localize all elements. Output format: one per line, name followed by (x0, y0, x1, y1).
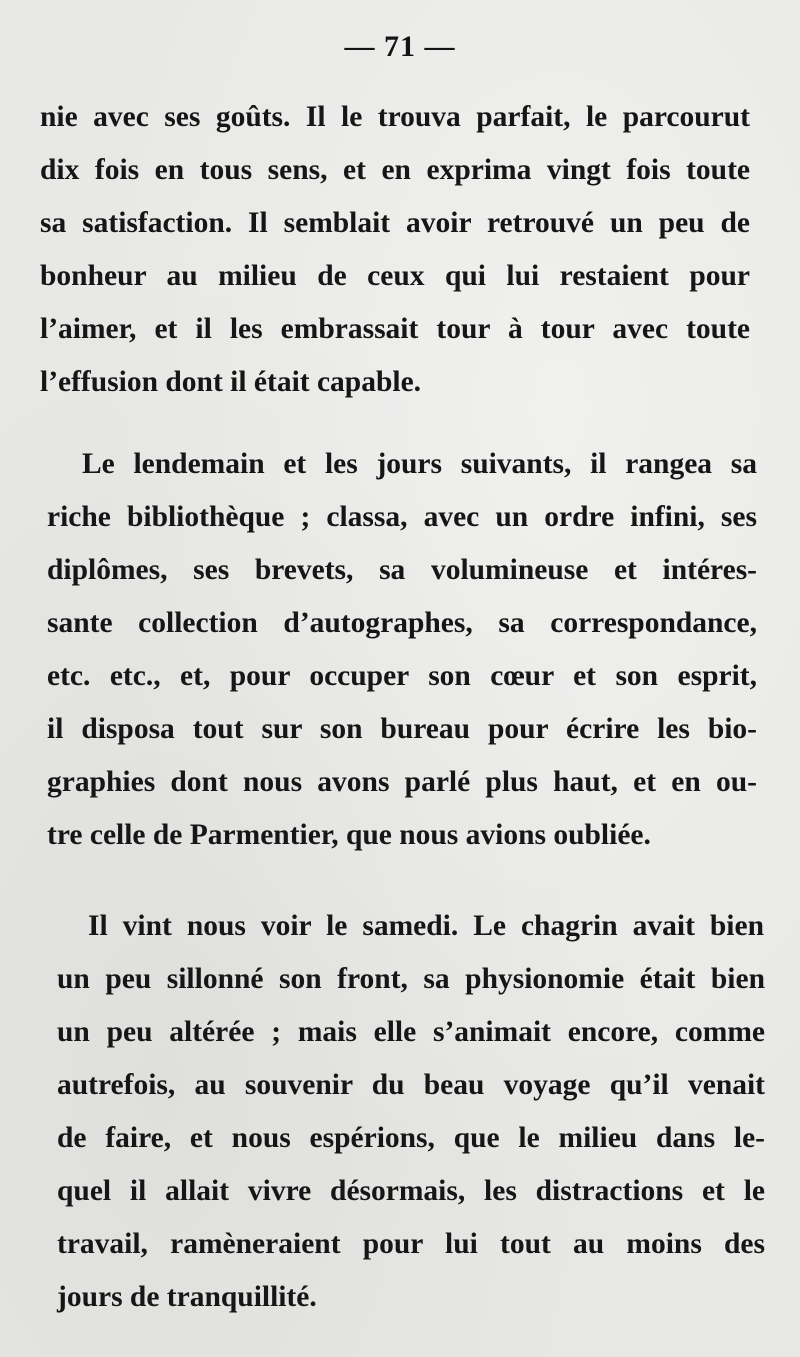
text-line: bonheur au milieu de ceux qui lui restaient pour (40, 260, 750, 292)
page-number: — 71 — (344, 30, 456, 63)
text-line: etc. etc., et, pour occuper son cœur et son esprit, (47, 660, 757, 692)
text-line: riche bibliothèque ; classa, avec un ordre infini, ses (47, 501, 757, 533)
text-line: autrefois, au souvenir du beau voyage qu’il venait (57, 1069, 765, 1101)
text-line: quel il allait vivre désormais, les distractions et le (57, 1175, 765, 1207)
text-line: dix fois en tous sens, et en exprima vingt fois toute (40, 154, 750, 186)
text-line: l’aimer, et il les embrassait tour à tour avec toute (40, 313, 750, 345)
text-line: un peu altérée ; mais elle s’animait encore, comme (57, 1016, 765, 1048)
text-line: un peu sillonné son front, sa physionomie était bien (57, 963, 765, 995)
text-line: sa satisfaction. Il semblait avoir retrouvé un peu de (40, 207, 750, 239)
text-line: travail, ramèneraient pour lui tout au moins des (57, 1228, 765, 1260)
text-line: tre celle de Parmentier, que nous avions oubliée. (47, 819, 651, 851)
text-line: l’effusion dont il était capable. (40, 366, 422, 398)
text-line: Il vint nous voir le samedi. Le chagrin avait bien (88, 910, 764, 942)
text-line: graphies dont nous avons parlé plus haut, et en ou- (47, 766, 757, 798)
text-line: diplômes, ses brevets, sa volumineuse et intéres- (47, 554, 757, 586)
text-line: de faire, et nous espérions, que le milieu dans le- (57, 1122, 765, 1154)
text-line: nie avec ses goûts. Il le trouva parfait, le parcourut (40, 101, 750, 133)
text-line: Le lendemain et les jours suivants, il rangea sa (82, 448, 757, 480)
text-line: jours de tranquillité. (57, 1281, 317, 1313)
text-line: sante collection d’autographes, sa correspondance, (47, 607, 757, 639)
text-line: il disposa tout sur son bureau pour écrire les bio- (47, 713, 757, 745)
